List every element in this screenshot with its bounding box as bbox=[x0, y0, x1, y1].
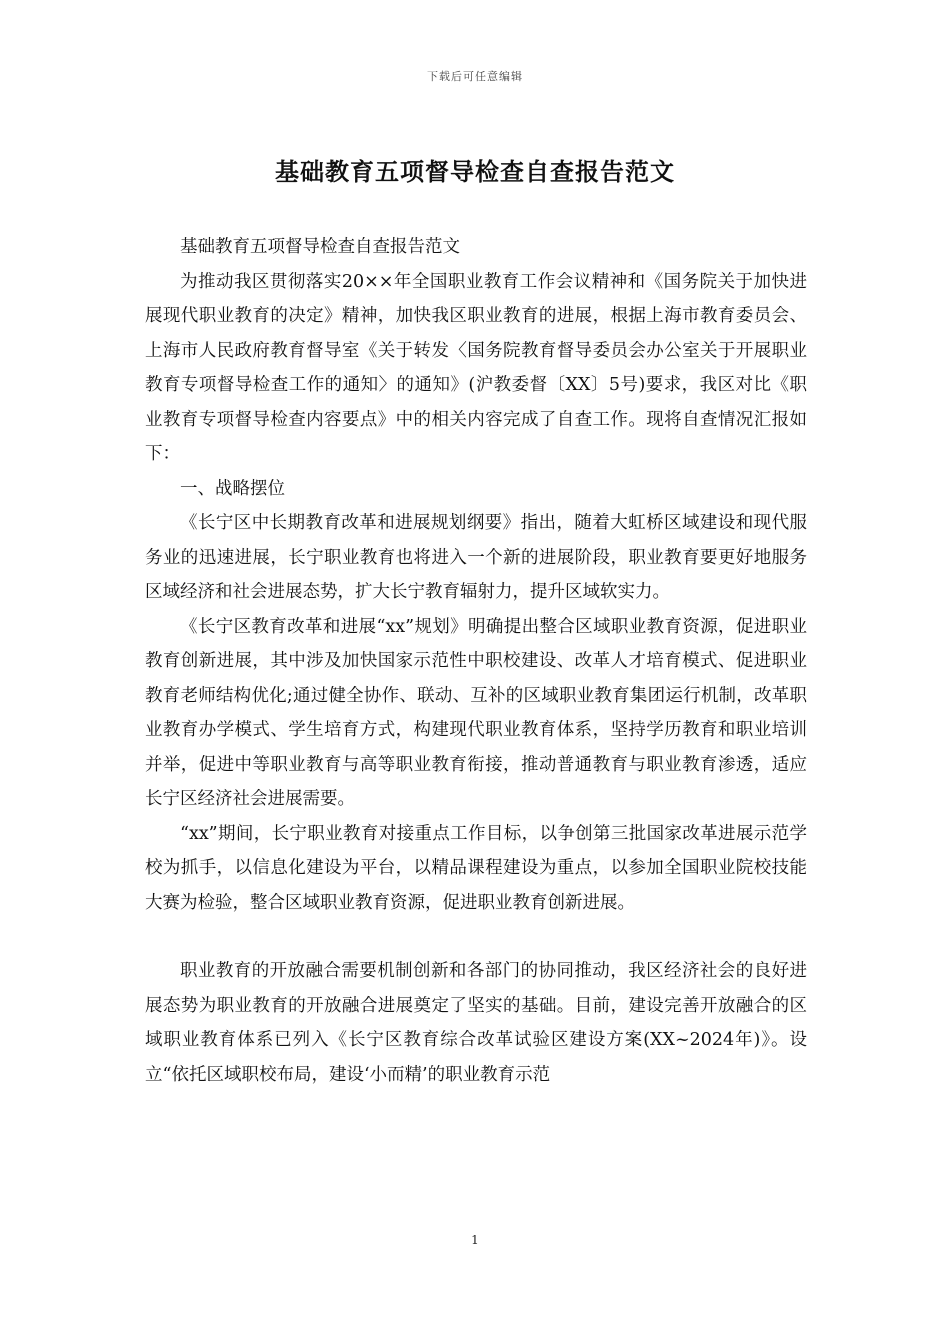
body-paragraph: “xx”期间，长宁职业教育对接重点工作目标，以争创第三批国家改革进展示范学校为抓手，以信息化建设为平台，以精品课程建设为重点，以参加全国职业院校技能大赛为检验，整合区域职业教育资源，促进职业教育创新进展。 bbox=[145, 823, 807, 913]
document-body bbox=[145, 230, 807, 1092]
intro-paragraph: 为推动我区贯彻落实20××年全国职业教育工作会议精神和《国务院关于加快进展现代职业教育的决定》精神，加快我区职业教育的进展，根据上海市教育委员会、上海市人民政府教育督导室《关于转发〈国务院教育督导委员会办公室关于开展职业教育专项督导检查工作的通知〉的通知》(沪教委督〔XX〕5号)要求，我区对比《职业教育专项督导检查内容要点》中的相关内容完成了自查工作。现将自查情况汇报如下： bbox=[145, 271, 807, 464]
document-title: 基础教育五项督导检查自查报告范文 bbox=[275, 157, 675, 186]
page-header: 下载后可任意编辑 bbox=[427, 70, 523, 83]
body-paragraph: 《长宁区教育改革和进展“xx”规划》明确提出整合区域职业教育资源，促进职业教育创新进展，其中涉及加快国家示范性中职校建设、改革人才培育模式、促进职业教育老师结构优化;通过健全协作、联动、互补的区域职业教育集团运行机制，改革职业教育办学模式、学生培育方式，构建现代职业教育体系，坚持学历教育和职业培训并举，促进中等职业教育与高等职业教育衔接，推动普通教育与职业教育渗透，适应长宁区经济社会进展需要。 bbox=[145, 616, 807, 809]
section-heading: 一、战略摆位 bbox=[180, 478, 285, 499]
body-paragraph: 职业教育的开放融合需要机制创新和各部门的协同推动，我区经济社会的良好进展态势为职业教育的开放融合进展奠定了坚实的基础。目前，建设完善开放融合的区域职业教育体系已列入《长宁区教育综合改革试验区建设方案(XX~2024年)》。设立“依托区域职校布局，建设‘小而精’的职业教育示范 bbox=[145, 961, 807, 1085]
page-number: 1 bbox=[471, 1233, 479, 1247]
body-paragraph: 《长宁区中长期教育改革和进展规划纲要》指出，随着大虹桥区域建设和现代服务业的迅速进展，长宁职业教育也将进入一个新的进展阶段，职业教育要更好地服务区域经济和社会进展态势，扩大长宁教育辐射力，提升区域软实力。 bbox=[145, 513, 807, 602]
subtitle-paragraph: 基础教育五项督导检查自查报告范文 bbox=[180, 237, 460, 257]
